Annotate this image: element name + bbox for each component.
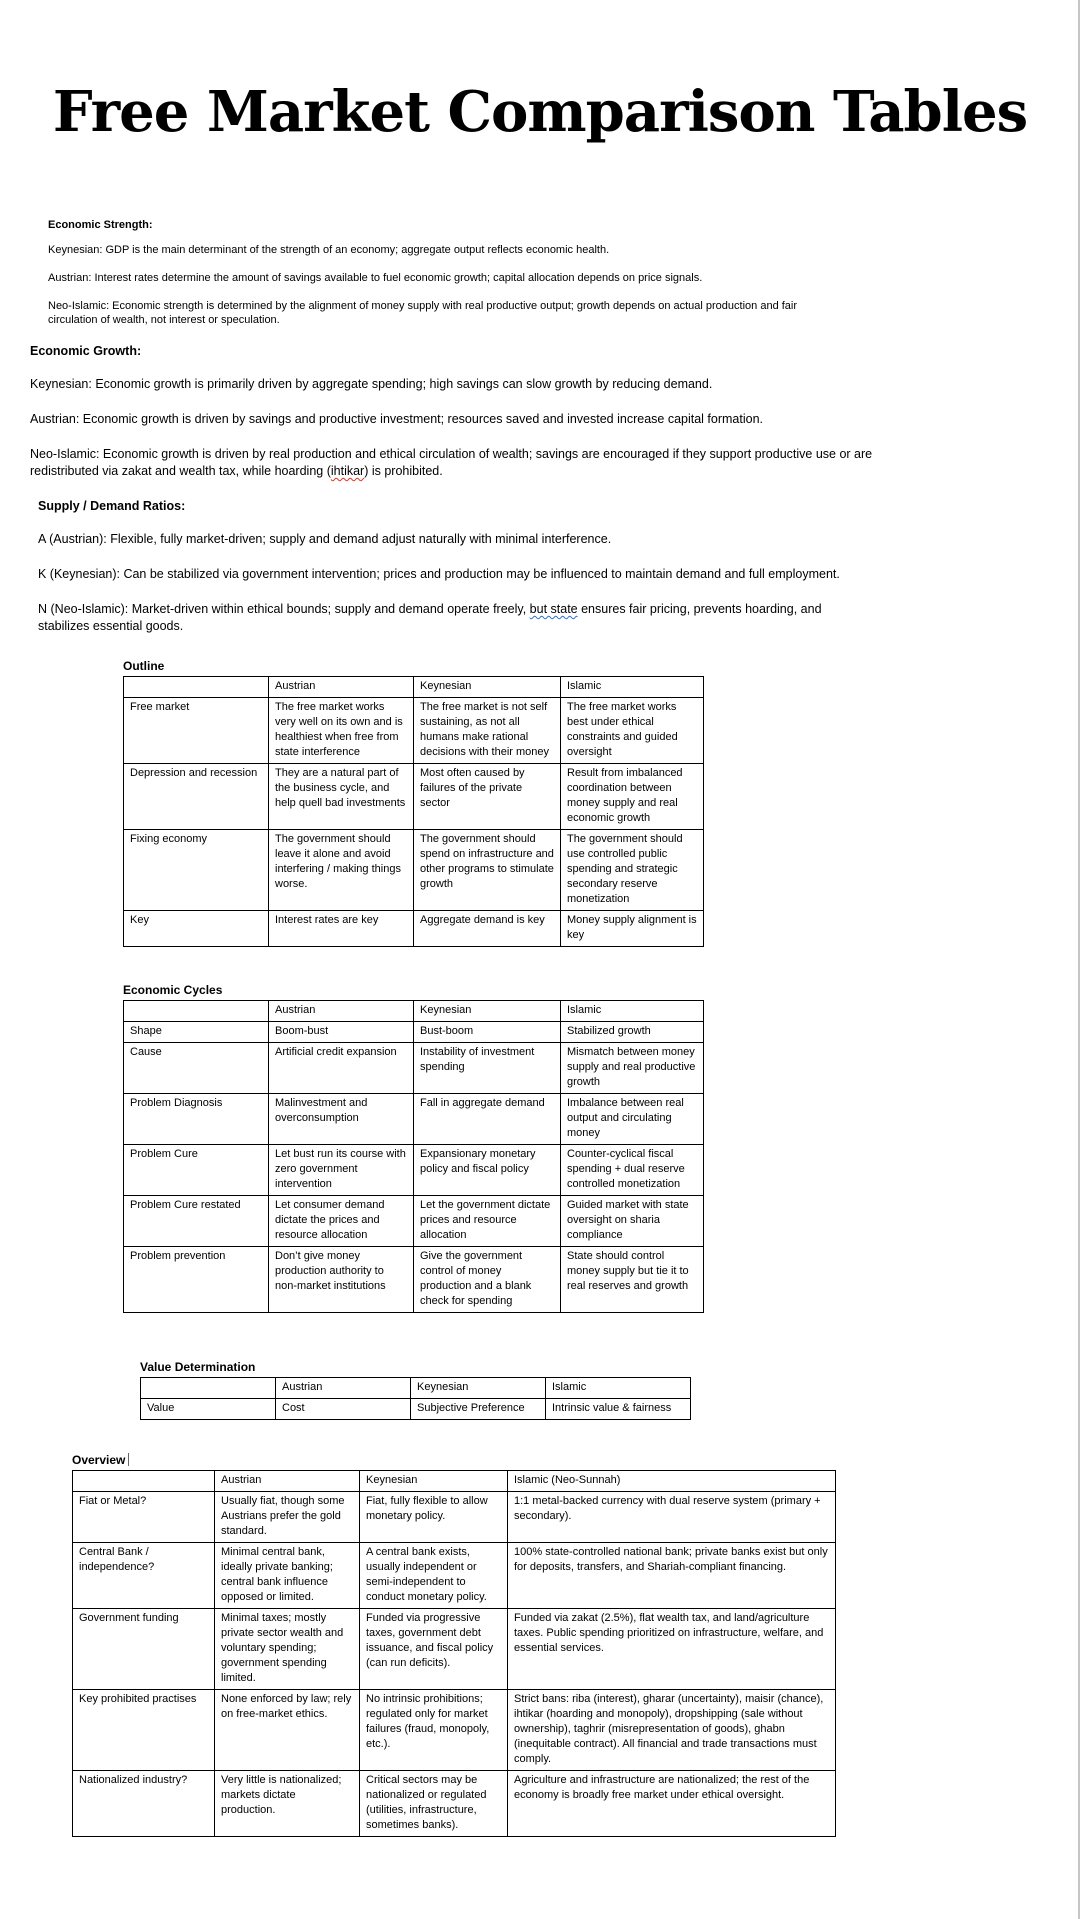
value-determination-table-block bbox=[140, 1360, 1080, 1420]
table-row bbox=[124, 911, 704, 947]
table-cell[interactable]: They are a natural part of the business cycle, and help quell bad investments bbox=[269, 764, 414, 830]
table-cell[interactable]: The government should leave it alone and avoid interfering / making things worse. bbox=[269, 830, 414, 911]
column-header[interactable]: Islamic bbox=[561, 1001, 704, 1022]
table-row bbox=[124, 830, 704, 911]
text-run: ) is prohibited. bbox=[364, 464, 443, 478]
table-cell[interactable]: 1:1 metal-backed currency with dual reserve system (primary + secondary). bbox=[508, 1492, 836, 1543]
row-label[interactable]: Depression and recession bbox=[124, 764, 269, 830]
row-label[interactable]: Fiat or Metal? bbox=[73, 1492, 215, 1543]
table-cell[interactable]: Subjective Preference bbox=[411, 1399, 546, 1420]
row-label[interactable]: Key bbox=[124, 911, 269, 947]
table-cell[interactable]: The free market works very well on its own and is healthiest when free from state interference bbox=[269, 698, 414, 764]
header-row bbox=[124, 677, 704, 698]
table-cell[interactable]: Let the government dictate prices and resource allocation bbox=[414, 1196, 561, 1247]
table-cell[interactable]: Minimal taxes; mostly private sector wealth and voluntary spending; government spending limited. bbox=[215, 1609, 360, 1690]
column-header[interactable]: Islamic bbox=[561, 677, 704, 698]
paragraph[interactable] bbox=[48, 243, 803, 257]
row-label[interactable]: Fixing economy bbox=[124, 830, 269, 911]
table-cell[interactable]: Agriculture and infrastructure are nationalized; the rest of the economy is broadly free market under ethical oversight. bbox=[508, 1771, 836, 1837]
row-label[interactable]: Nationalized industry? bbox=[73, 1771, 215, 1837]
table-cell[interactable]: Let consumer demand dictate the prices and resource allocation bbox=[269, 1196, 414, 1247]
table-cell[interactable]: Let bust run its course with zero government intervention bbox=[269, 1145, 414, 1196]
table-cell[interactable]: Aggregate demand is key bbox=[414, 911, 561, 947]
economic-cycles-table bbox=[123, 1000, 704, 1313]
text-run: Neo-Islamic: Economic growth is driven by real production and ethical circulation of wealth; savings are encouraged if they support productive use or are redistributed via zakat and wealth tax, while hoarding ( bbox=[30, 447, 873, 478]
table-cell[interactable]: None enforced by law; rely on free-market ethics. bbox=[215, 1690, 360, 1771]
text-run: Neo-Islamic: Economic strength is determined by the alignment of money supply with real productive output; growth depends on actual production and fair circulation of wealth, not interest or speculation. bbox=[48, 300, 798, 326]
paragraph[interactable] bbox=[48, 271, 803, 285]
table-cell[interactable]: Give the government control of money production and a blank check for spending bbox=[414, 1247, 561, 1313]
column-header[interactable]: Keynesian bbox=[414, 677, 561, 698]
text-cursor bbox=[128, 1453, 129, 1466]
text-run: Keynesian: Economic growth is primarily driven by aggregate spending; high savings can slow growth by reducing demand. bbox=[30, 377, 713, 391]
table-cell[interactable]: Imbalance between real output and circulating money bbox=[561, 1094, 704, 1145]
text-run: Austrian: Interest rates determine the amount of savings available to fuel economic growth; capital allocation depends on price signals. bbox=[48, 272, 703, 284]
section-heading[interactable]: Supply / Demand Ratios: bbox=[38, 499, 186, 513]
row-label[interactable]: Problem Diagnosis bbox=[124, 1094, 269, 1145]
section-heading[interactable]: Economic Growth: bbox=[30, 344, 142, 358]
text-run: A (Austrian): Flexible, fully market-driven; supply and demand adjust naturally with minimal interference. bbox=[38, 532, 612, 546]
table-cell[interactable]: Cost bbox=[276, 1399, 411, 1420]
outline-table-block bbox=[123, 659, 1080, 947]
table-cell[interactable]: Boom-bust bbox=[269, 1022, 414, 1043]
corner-cell[interactable] bbox=[141, 1378, 276, 1399]
table-cell[interactable]: Stabilized growth bbox=[561, 1022, 704, 1043]
table-cell[interactable]: Malinvestment and overconsumption bbox=[269, 1094, 414, 1145]
table-row bbox=[73, 1609, 836, 1690]
row-label[interactable]: Value bbox=[141, 1399, 276, 1420]
table-cell[interactable]: Intrinsic value & fairness bbox=[546, 1399, 691, 1420]
row-label[interactable]: Free market bbox=[124, 698, 269, 764]
corner-cell[interactable] bbox=[124, 677, 269, 698]
column-header[interactable]: Keynesian bbox=[414, 1001, 561, 1022]
table-row bbox=[124, 764, 704, 830]
table-cell[interactable]: Artificial credit expansion bbox=[269, 1043, 414, 1094]
text-run: ihtikar bbox=[330, 464, 365, 478]
section-heading[interactable]: Economic Strength: bbox=[48, 219, 153, 231]
paragraph[interactable] bbox=[30, 446, 905, 480]
row-label[interactable]: Problem prevention bbox=[124, 1247, 269, 1313]
overview-table-block bbox=[72, 1453, 1080, 1837]
table-cell[interactable]: Bust-boom bbox=[414, 1022, 561, 1043]
table-row bbox=[141, 1399, 691, 1420]
table-cell[interactable]: Fiat, fully flexible to allow monetary policy. bbox=[360, 1492, 508, 1543]
row-label[interactable]: Government funding bbox=[73, 1609, 215, 1690]
row-label[interactable]: Central Bank / independence? bbox=[73, 1543, 215, 1609]
paragraph[interactable] bbox=[48, 299, 803, 327]
text-run: Austrian: Economic growth is driven by savings and productive investment; resources saved and invested increase capital formation. bbox=[30, 412, 764, 426]
table-cell[interactable]: Guided market with state oversight on sharia compliance bbox=[561, 1196, 704, 1247]
column-header[interactable]: Austrian bbox=[276, 1378, 411, 1399]
corner-cell[interactable] bbox=[73, 1471, 215, 1492]
section-supply-demand-ratios bbox=[38, 498, 873, 635]
table-heading[interactable] bbox=[72, 1453, 1080, 1468]
table-heading[interactable]: Economic Cycles bbox=[123, 983, 223, 997]
corner-cell[interactable] bbox=[124, 1001, 269, 1022]
row-label[interactable]: Problem Cure bbox=[124, 1145, 269, 1196]
paragraph[interactable] bbox=[38, 601, 873, 635]
table-cell[interactable]: Strict bans: riba (interest), gharar (uncertainty), maisir (chance), ihtikar (hoarding and monopoly), dropshipping (sale without ownership), taghrir (misrepresentation of goods), ghabn (inequitable contract). All financial and trade transactions must comply. bbox=[508, 1690, 836, 1771]
table-cell[interactable]: Mismatch between money supply and real productive growth bbox=[561, 1043, 704, 1094]
text-run: N (Neo-Islamic): Market-driven within ethical bounds; supply and demand operate freely, bbox=[38, 602, 530, 616]
table-row bbox=[124, 1094, 704, 1145]
column-header[interactable]: Austrian bbox=[269, 677, 414, 698]
header-row bbox=[124, 1001, 704, 1022]
text-run: Keynesian: GDP is the main determinant of the strength of an economy; aggregate output reflects economic health. bbox=[48, 244, 610, 256]
column-header[interactable]: Keynesian bbox=[411, 1378, 546, 1399]
text-run: but state bbox=[529, 602, 578, 616]
row-label[interactable]: Problem Cure restated bbox=[124, 1196, 269, 1247]
overview-table bbox=[72, 1470, 836, 1837]
paragraph[interactable] bbox=[30, 411, 905, 428]
table-cell[interactable]: Usually fiat, though some Austrians prefer the gold standard. bbox=[215, 1492, 360, 1543]
table-cell[interactable]: The free market works best under ethical constraints and guided oversight bbox=[561, 698, 704, 764]
text-run: ensures fair pricing, prevents hoarding, and stabilizes essential goods. bbox=[38, 602, 822, 633]
value-determination-table bbox=[140, 1377, 691, 1420]
text-run: K (Keynesian): Can be stabilized via government intervention; prices and production may be influenced to maintain demand and full employment. bbox=[38, 567, 840, 581]
table-cell[interactable]: Critical sectors may be nationalized or regulated (utilities, infrastructure, sometimes banks). bbox=[360, 1771, 508, 1837]
table-cell[interactable]: Funded via progressive taxes, government debt issuance, and fiscal policy (can run deficits). bbox=[360, 1609, 508, 1690]
table-cell[interactable]: The government should spend on infrastructure and other programs to stimulate growth bbox=[414, 830, 561, 911]
table-cell[interactable]: A central bank exists, usually independent or semi-independent to conduct monetary policy. bbox=[360, 1543, 508, 1609]
table-heading[interactable]: Value Determination bbox=[140, 1360, 256, 1374]
section-economic-growth bbox=[30, 343, 905, 480]
table-cell[interactable]: Very little is nationalized; markets dictate production. bbox=[215, 1771, 360, 1837]
section-economic-strength bbox=[48, 218, 803, 327]
row-label[interactable]: Cause bbox=[124, 1043, 269, 1094]
table-row bbox=[124, 1145, 704, 1196]
table-cell[interactable]: No intrinsic prohibitions; regulated only for market failures (fraud, monopoly, etc.). bbox=[360, 1690, 508, 1771]
table-cell[interactable]: Money supply alignment is key bbox=[561, 911, 704, 947]
table-cell[interactable]: Don’t give money production authority to non-market institutions bbox=[269, 1247, 414, 1313]
paragraph[interactable] bbox=[30, 376, 905, 393]
table-cell[interactable]: Minimal central bank, ideally private banking; central bank influence opposed or limited. bbox=[215, 1543, 360, 1609]
table-cell[interactable]: Instability of investment spending bbox=[414, 1043, 561, 1094]
column-header[interactable]: Islamic (Neo-Sunnah) bbox=[508, 1471, 836, 1492]
row-label[interactable]: Shape bbox=[124, 1022, 269, 1043]
paragraph[interactable] bbox=[38, 531, 873, 548]
header-row bbox=[73, 1471, 836, 1492]
page-title[interactable]: Free Market Comparison Tables bbox=[52, 79, 1028, 145]
table-cell[interactable]: The government should use controlled public spending and strategic secondary reserve monetization bbox=[561, 830, 704, 911]
table-row bbox=[124, 1043, 704, 1094]
table-row bbox=[124, 698, 704, 764]
column-header[interactable]: Keynesian bbox=[360, 1471, 508, 1492]
column-header[interactable]: Austrian bbox=[269, 1001, 414, 1022]
table-cell[interactable]: State should control money supply but tie it to real reserves and growth bbox=[561, 1247, 704, 1313]
table-cell[interactable]: Funded via zakat (2.5%), flat wealth tax, and land/agriculture taxes. Public spending prioritized on infrastructure, welfare, and essential services. bbox=[508, 1609, 836, 1690]
column-header[interactable]: Austrian bbox=[215, 1471, 360, 1492]
table-cell[interactable]: Result from imbalanced coordination between money supply and real economic growth bbox=[561, 764, 704, 830]
column-header[interactable]: Islamic bbox=[546, 1378, 691, 1399]
table-row bbox=[73, 1492, 836, 1543]
table-heading-text: Overview bbox=[72, 1453, 126, 1467]
table-cell[interactable]: Counter-cyclical fiscal spending + dual reserve controlled monetization bbox=[561, 1145, 704, 1196]
row-label[interactable]: Key prohibited practises bbox=[73, 1690, 215, 1771]
table-row bbox=[73, 1690, 836, 1771]
table-cell[interactable]: Interest rates are key bbox=[269, 911, 414, 947]
outline-table bbox=[123, 676, 704, 947]
table-cell[interactable]: Most often caused by failures of the private sector bbox=[414, 764, 561, 830]
table-row bbox=[73, 1543, 836, 1609]
economic-cycles-table-block bbox=[123, 983, 1080, 1313]
table-row bbox=[124, 1247, 704, 1313]
table-heading[interactable]: Outline bbox=[123, 659, 165, 673]
paragraph[interactable] bbox=[38, 566, 873, 583]
header-row bbox=[141, 1378, 691, 1399]
table-row bbox=[73, 1771, 836, 1837]
table-cell[interactable]: Expansionary monetary policy and fiscal policy bbox=[414, 1145, 561, 1196]
table-cell[interactable]: 100% state-controlled national bank; private banks exist but only for deposits, transfers, and Shariah-compliant financing. bbox=[508, 1543, 836, 1609]
table-row bbox=[124, 1196, 704, 1247]
table-cell[interactable]: Fall in aggregate demand bbox=[414, 1094, 561, 1145]
table-cell[interactable]: The free market is not self sustaining, as not all humans make rational decisions with their money bbox=[414, 698, 561, 764]
table-row bbox=[124, 1022, 704, 1043]
